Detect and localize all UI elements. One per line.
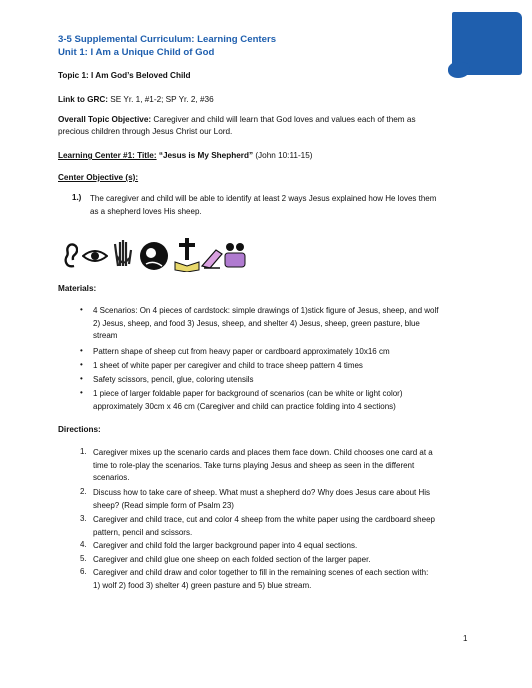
materials-bullet-2: • — [80, 346, 83, 355]
direction-item-4: Caregiver and child fold the larger background paper into 4 equal sections. — [93, 541, 358, 550]
cross-bible-icon — [174, 238, 200, 272]
center-objective-label: Center Objective (s): — [58, 173, 139, 182]
link-label: Link to GRC: — [58, 95, 109, 104]
direction-item-6 — [93, 567, 483, 592]
direction-item-1 — [93, 447, 483, 485]
link-value: SE Yr. 1, #1-2; SP Yr. 2, #36 — [108, 95, 214, 104]
materials-item-1-line-1: 4 Scenarios: On 4 pieces of cardstock: simple drawings of 1)stick figure of Jesus, sheep, and wolf — [93, 306, 439, 315]
direction-3-line-1: Caregiver and child trace, cut and color 4 sheep from the white paper using the cardboard sheep — [93, 515, 435, 524]
center-title: “Jesus is My Shepherd” — [156, 151, 254, 160]
head-icon — [138, 240, 170, 272]
eye-icon — [82, 248, 108, 264]
direction-number-3: 3. — [80, 514, 87, 523]
materials-bullet-3: • — [80, 360, 83, 369]
center-objective-text — [90, 193, 480, 218]
direction-number-6: 6. — [80, 567, 87, 576]
writing-hand-icon — [200, 246, 224, 270]
hand-icon — [112, 238, 134, 268]
materials-item-5-line-1: 1 piece of larger foldable paper for background of scenarios (can be white or light color) — [93, 389, 403, 398]
people-icon — [222, 242, 248, 270]
center-label: Learning Center #1: Title: — [58, 151, 157, 160]
page-number: 1 — [463, 634, 468, 643]
direction-number-4: 4. — [80, 540, 87, 549]
materials-item-1-line-3: stream — [93, 331, 118, 341]
direction-item-5: Caregiver and child glue one sheep on each folded section of the larger paper. — [93, 555, 371, 564]
objective-label: Overall Topic Objective: — [58, 115, 152, 124]
direction-1-line-3: scenarios. — [93, 473, 130, 483]
topic-heading: Topic 1: I Am God’s Beloved Child — [58, 71, 191, 80]
direction-2-line-1: Discuss how to take care of sheep. What must a shepherd do? Why does Jesus care about His — [93, 488, 431, 497]
objective-text-1: Caregiver and child will learn that God loves and values each of them as — [151, 115, 416, 124]
direction-6-line-2: 1) wolf 2) food 3) shelter 4) green pasture and 5) blue stream. — [93, 580, 312, 590]
direction-number-1: 1. — [80, 447, 87, 456]
curriculum-title: 3-5 Supplemental Curriculum: Learning Centers — [58, 34, 277, 45]
materials-item-1 — [93, 305, 478, 343]
directions-label: Directions: — [58, 425, 101, 434]
materials-label: Materials: — [58, 284, 97, 293]
direction-1-line-1: Caregiver mixes up the scenario cards and places them face down. Child chooses one card at a — [93, 448, 433, 457]
direction-3-line-2: pattern, pencil and scissors. — [93, 527, 193, 537]
ear-icon — [62, 242, 78, 270]
objective-line-1 — [58, 114, 478, 126]
materials-bullet-1: • — [80, 305, 83, 314]
materials-item-1-line-2: 2) Jesus, sheep, and food 3) Jesus, sheep, and shelter 4) Jesus, sheep, green pasture, blue — [93, 318, 420, 328]
direction-6-line-1: Caregiver and child draw and color together to fill in the remaining scenes of each section with: — [93, 568, 429, 577]
direction-item-3 — [93, 514, 483, 539]
materials-item-3: 1 sheet of white paper per caregiver and child to trace sheep pattern 4 times — [93, 361, 363, 370]
center-objective-line-2: as a shepherd loves His sheep. — [90, 206, 202, 216]
direction-item-2 — [93, 487, 483, 512]
objective-text-2: precious children through Jesus Christ our Lord. — [58, 127, 233, 136]
direction-2-line-2: sheep? (Read simple form of Psalm 23) — [93, 500, 234, 510]
blue-corner-decoration — [452, 12, 522, 75]
materials-item-4: Safety scissors, pencil, glue, coloring utensils — [93, 375, 254, 384]
materials-item-5-line-2: approximately 30cm x 46 cm (Caregiver and child can practice folding into 4 sections) — [93, 401, 396, 411]
materials-item-5 — [93, 388, 478, 413]
objective-number: 1.) — [72, 193, 82, 202]
materials-bullet-5: • — [80, 388, 83, 397]
materials-bullet-4: • — [80, 374, 83, 383]
direction-number-2: 2. — [80, 487, 87, 496]
link-line — [58, 94, 478, 106]
center-objective-line-1: The caregiver and child will be able to identify at least 2 ways Jesus explained how He loves them — [90, 194, 437, 203]
center-title-line — [58, 150, 478, 162]
direction-1-line-2: time to role-play the scenarios. Take turns playing Jesus and sheep as seen in the different — [93, 460, 415, 470]
learning-icons-row — [62, 238, 247, 274]
unit-title: Unit 1: I Am a Unique Child of God — [58, 47, 215, 58]
direction-number-5: 5. — [80, 554, 87, 563]
materials-item-2: Pattern shape of sheep cut from heavy paper or cardboard approximately 10x16 cm — [93, 347, 390, 356]
center-ref: (John 10:11-15) — [253, 151, 313, 160]
